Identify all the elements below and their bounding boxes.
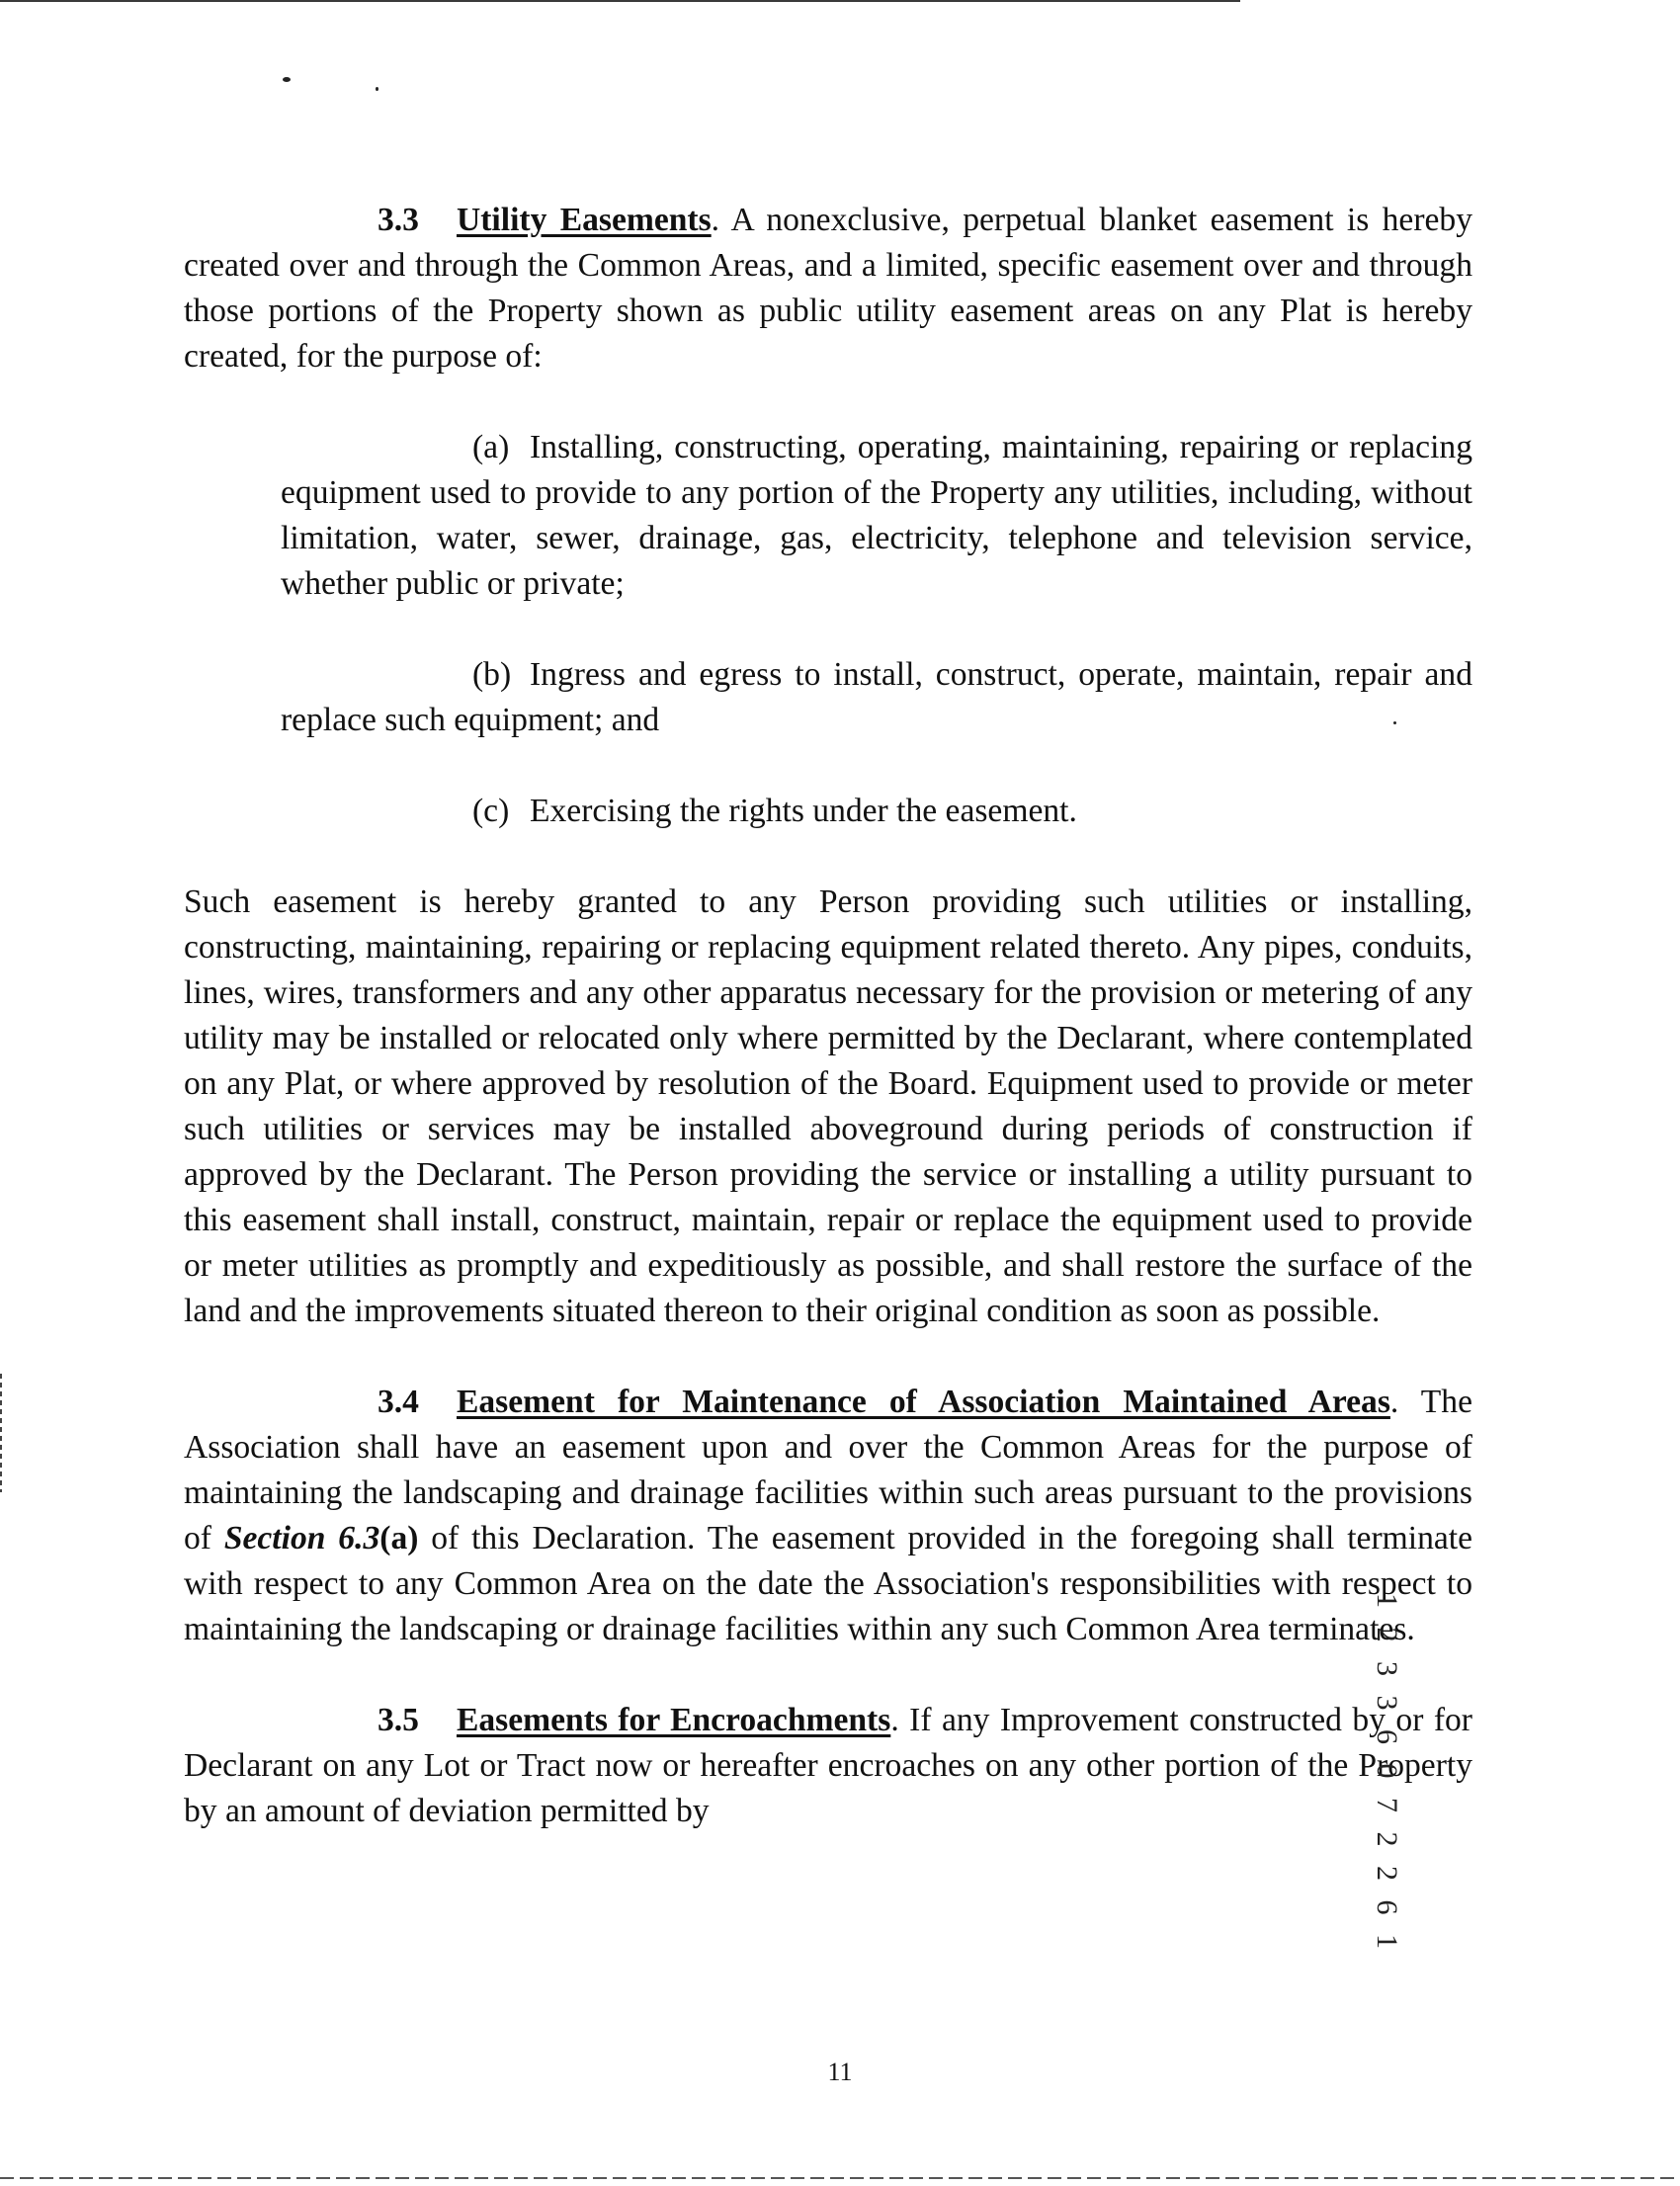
sub-item-marker: (b) <box>472 656 512 693</box>
section-text: of this Declaration. The easement provided in the foregoing shall terminate with respect to any Common Area on the date the Association's responsibilities with respect to maintaining the landscaping or drainage facilities within any such Common Area terminates. <box>184 1520 1472 1647</box>
scan-edge-top <box>0 0 1240 2</box>
sub-item-c <box>281 789 1472 834</box>
sub-item-b <box>281 652 1472 743</box>
sub-item-marker: (a) <box>472 429 510 465</box>
page-number: 11 <box>827 2058 853 2086</box>
sub-item-list <box>184 425 1472 834</box>
section-number: 3.4 <box>378 1384 419 1420</box>
section-number: 3.3 <box>378 202 419 238</box>
section-text: . The Association shall have an easement upon and over the Common Areas for the purpose of maintaining the landscaping and drainage facilities within such areas pursuant to the provisions of <box>184 1384 1472 1556</box>
scan-edge-left <box>0 1374 2 1492</box>
sub-item-text: Ingress and egress to install, construct, operate, maintain, repair and replace such equipment; and <box>281 656 1472 738</box>
recording-margin-number: 1 2 3 3 6 0 7 2 2 6 1 <box>1371 1593 1403 1955</box>
section-3-3-intro <box>184 198 1472 379</box>
section-3-4 <box>184 1380 1472 1652</box>
section-text: . A nonexclusive, perpetual blanket easement is hereby created over and through the Common Areas, and a limited, specific easement over and through those portions of the Property shown as public utility easement areas on any Plat is hereby created, for the purpose of: <box>184 202 1472 375</box>
sub-item-text: Installing, constructing, operating, maintaining, repairing or replacing equipment used to provide to any portion of the Property any utilities, including, without limitation, water, sewer, drainage, gas, electricity, telephone and television service, whether public or private; <box>281 429 1472 602</box>
section-3-3-closing: Such easement is hereby granted to any Person providing such utilities or installing, constructing, maintaining, repairing or replacing equipment related thereto. Any pipes, conduits, lines, wires, transformers and any other apparatus necessary for the provision or metering of any utility may be installed or relocated only where permitted by the Declarant, where contemplated on any Plat, or where approved by resolution of the Board. Equipment used to provide or meter such utilities or services may be installed aboveground during periods of construction if approved by the Declarant. The Person providing the service or installing a utility pursuant to this easement shall install, construct, maintain, repair or replace the equipment used to provide or meter utilities as promptly and expeditiously as possible, and shall restore the surface of the land and the improvements situated thereon to their original condition as soon as possible. <box>184 883 1472 1329</box>
scan-speck <box>283 77 291 82</box>
section-number: 3.5 <box>378 1702 419 1738</box>
sub-item-a <box>281 425 1472 607</box>
section-title: Easement for Maintenance of Association Maintained Areas <box>456 1384 1390 1420</box>
sub-item-text: Exercising the rights under the easement. <box>530 793 1077 829</box>
cross-reference: Section 6.3 <box>223 1520 380 1556</box>
section-title: Easements for Encroachments <box>456 1702 891 1738</box>
section-text: . If any Improvement constructed by or for Declarant on any Lot or Tract now or hereafter encroaches on any other portion of the Property by an amount of deviation permitted by <box>184 1702 1472 1829</box>
scan-speck <box>376 87 378 91</box>
cross-reference-sub: (a) <box>379 1520 419 1556</box>
page-body <box>184 198 1472 1834</box>
section-title: Utility Easements <box>456 202 712 238</box>
scan-edge-bottom <box>0 2177 1680 2179</box>
sub-item-marker: (c) <box>472 793 510 829</box>
section-3-5 <box>184 1698 1472 1834</box>
